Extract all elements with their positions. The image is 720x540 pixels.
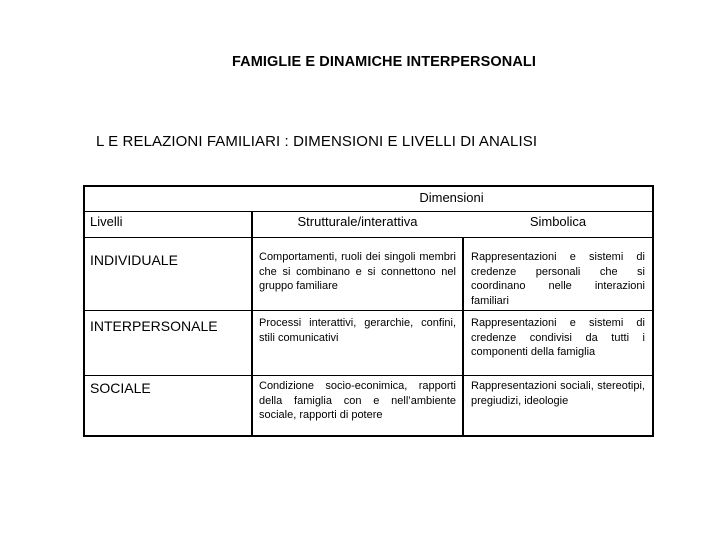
- column-header-livelli: Livelli: [90, 214, 123, 229]
- cell-sociale-strutturale: Condizione socio-econimica, rapporti della famiglia con e nell’ambiente sociale, rapporti di potere: [259, 380, 456, 421]
- column-header-strutturale: Strutturale/interattiva: [297, 214, 418, 229]
- column-header-simbolica: Simbolica: [529, 214, 587, 229]
- cell-interpersonale-simbolica: Rappresentazioni e sistemi di credenze condivisi da tutti i componenti della famiglia: [471, 317, 645, 358]
- cell-interpersonale-strutturale: Processi interattivi, gerarchie, confini, stili comunicativi: [259, 317, 456, 344]
- table-rule: [85, 211, 652, 212]
- page-subtitle: L E RELAZIONI FAMILIARI : DIMENSIONI E LIVELLI DI ANALISI: [96, 133, 538, 150]
- page-title: FAMIGLIE E DINAMICHE INTERPERSONALI: [232, 54, 536, 70]
- row-label-individuale: INDIVIDUALE: [90, 252, 178, 268]
- cell-sociale-simbolica: Rappresentazioni sociali, stereotipi, pregiudizi, ideologie: [471, 380, 645, 407]
- table-rule: [85, 375, 652, 376]
- cell-individuale-strutturale: Comportamenti, ruoli dei singoli membri che si combinano e si connettono nel gruppo familiare: [259, 251, 456, 292]
- table-divider: [251, 211, 253, 435]
- row-label-interpersonale: INTERPERSONALE: [90, 318, 218, 334]
- table-rule: [85, 310, 652, 311]
- dimensions-table: [83, 185, 654, 437]
- row-label-sociale: SOCIALE: [90, 380, 151, 396]
- dimensions-header: Dimensioni: [419, 190, 484, 205]
- table-divider: [462, 237, 464, 435]
- table-rule: [85, 237, 652, 238]
- cell-individuale-simbolica: Rappresentazioni e sistemi di credenze personali che si coordinano nelle interazioni familiari: [471, 251, 645, 307]
